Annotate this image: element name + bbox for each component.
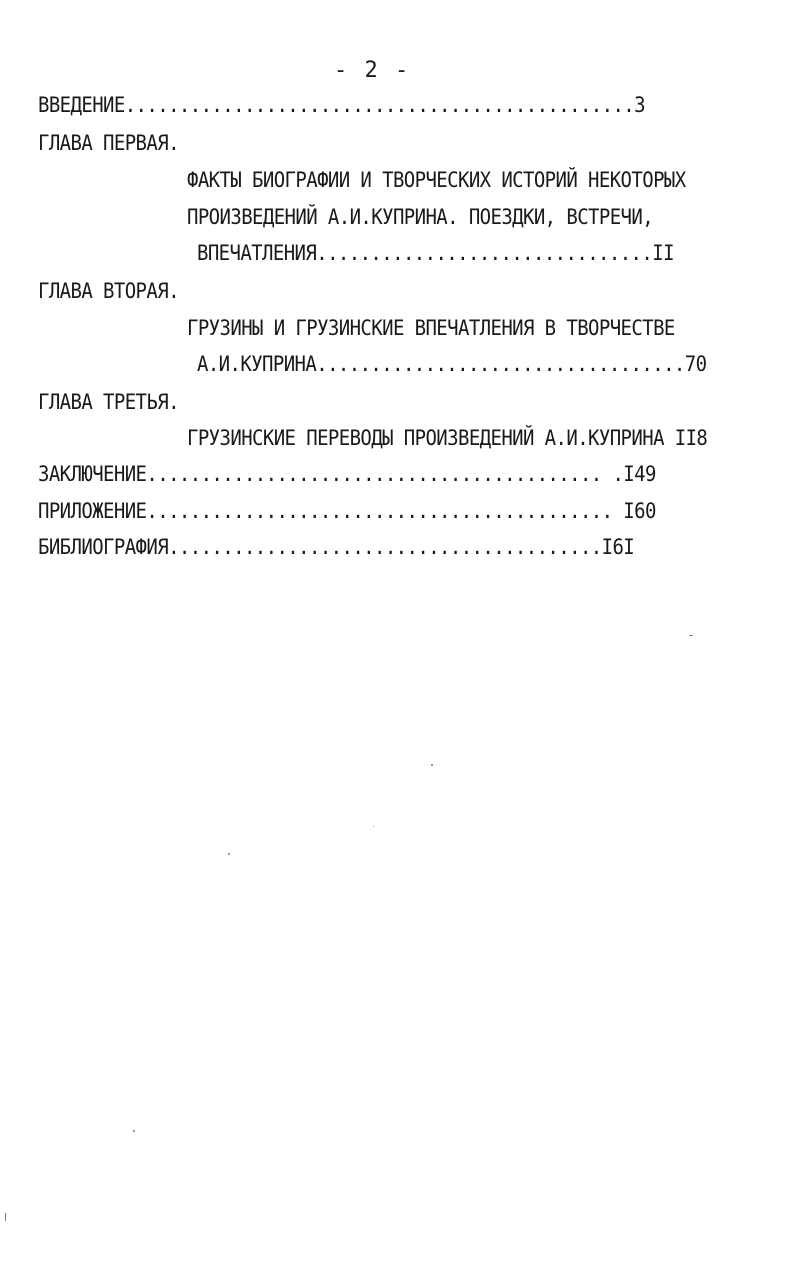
toc-chapter-one-title-line-2: ПРОИЗВЕДЕНИЙ А.И.КУПРИНА. ПОЕЗДКИ, ВСТРЕЧИ, — [187, 205, 654, 230]
toc-chapter-two-title-line-1: ГРУЗИНЫ И ГРУЗИНСКИЕ ВПЕЧАТЛЕНИЯ В ТВОРЧЕСТВЕ — [187, 316, 675, 341]
page-number: - 2 - — [334, 58, 411, 83]
scan-speck — [133, 1130, 135, 1132]
scan-speck — [431, 764, 433, 766]
toc-chapter-three-title: ГРУЗИНСКИЕ ПЕРЕВОДЫ ПРОИЗВЕДЕНИЙ А.И.КУПРИНА II8 — [187, 426, 708, 451]
toc-entry-conclusion: ЗАКЛЮЧЕНИЕ.......................................... .I49 — [38, 462, 656, 487]
scan-speck — [5, 1213, 6, 1221]
toc-chapter-one-title-line-3: ВПЕЧАТЛЕНИЯ...............................II — [197, 241, 674, 266]
toc-chapter-two-heading: ГЛАВА ВТОРАЯ. — [38, 279, 179, 304]
toc-entry-appendix: ПРИЛОЖЕНИЕ........................................... I60 — [38, 499, 656, 524]
scan-speck — [689, 635, 693, 636]
scan-speck — [228, 853, 230, 855]
toc-chapter-one-title-line-1: ФАКТЫ БИОГРАФИИ И ТВОРЧЕСКИХ ИСТОРИЙ НЕКОТОРЫХ — [187, 168, 686, 193]
toc-chapter-one-heading: ГЛАВА ПЕРВАЯ. — [38, 131, 179, 156]
scan-speck — [373, 826, 374, 827]
toc-chapter-two-title-line-2: А.И.КУПРИНА..................................70 — [197, 352, 707, 377]
toc-entry-bibliography: БИБЛИОГРАФИЯ........................................I6I — [38, 535, 635, 560]
toc-chapter-three-heading: ГЛАВА ТРЕТЬЯ. — [38, 390, 179, 415]
toc-entry-introduction: ВВЕДЕНИЕ...............................................3 — [38, 93, 645, 118]
